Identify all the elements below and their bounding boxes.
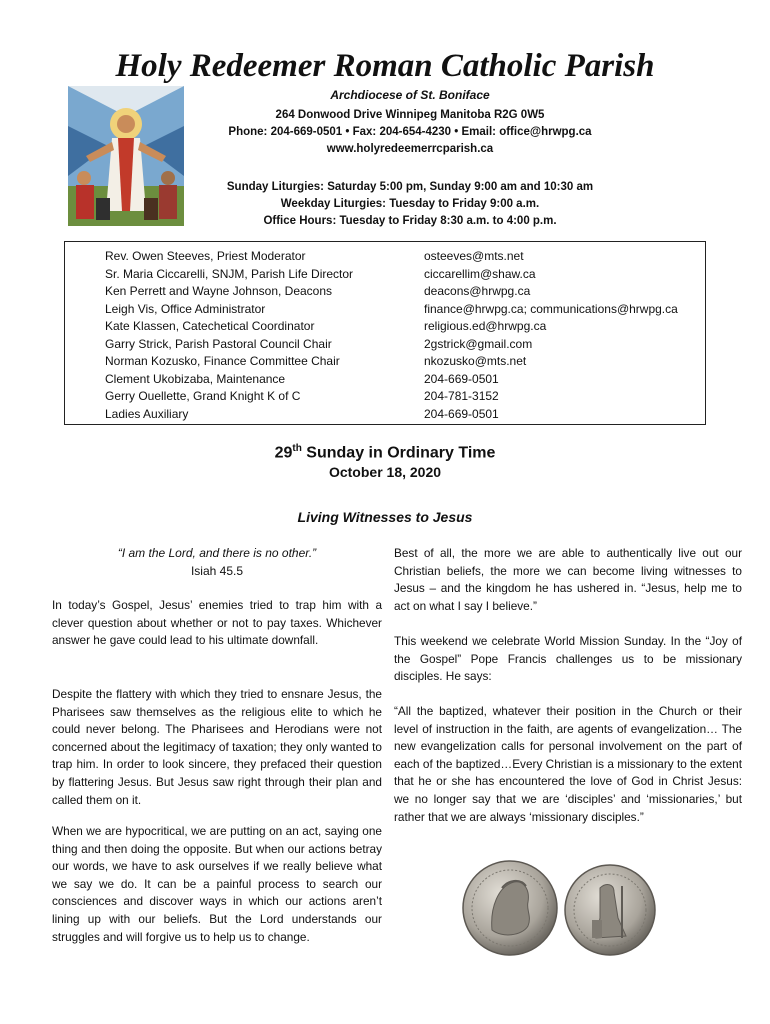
weekday-liturgies: Weekday Liturgies: Tuesday to Friday 9:00 a.m. (280, 198, 540, 210)
staff-role: Ladies Auxiliary (105, 406, 189, 421)
reflection-title: Living Witnesses to Jesus (297, 509, 473, 525)
bulletin-date: October 18, 2020 (328, 464, 442, 480)
staff-role: Norman Kozusko, Finance Committee Chair (105, 354, 340, 368)
staff-contact: 204-669-0501 (424, 406, 499, 421)
sunday-name: Sunday in Ordinary Time (301, 444, 496, 462)
staff-contact[interactable]: osteeves@mts.net (424, 249, 524, 263)
archdiocese: Archdiocese of St. Boniface (330, 88, 490, 102)
parish-title: Holy Redeemer Roman Catholic Parish (115, 48, 655, 84)
sunday-liturgies: Sunday Liturgies: Saturday 5:00 pm, Sunday 9:00 am and 10:30 am (226, 181, 594, 193)
left-paragraph: When we are hypocritical, we are putting on an act, saying one thing and then doing the opposite. But when our actions betray our words, we have to ask ourselves if we really believe what we say we do. It can be a painful process to search our consciences and discover ways in which our actions aren’t lining up with our beliefs. But the Lord understands our struggles and will forgive us to help us to change. (52, 824, 382, 944)
staff-contact[interactable]: deacons@hrwpg.ca (424, 284, 531, 298)
sunday-suffix: th (292, 443, 302, 454)
staff-role: Kate Klassen, Catechetical Coordinator (105, 319, 315, 333)
staff-contact[interactable]: finance@hrwpg.ca; communications@hrwpg.ca (424, 301, 678, 316)
right-paragraph: This weekend we celebrate World Mission Sunday. In the “Joy of the Gospel” Pope Francis challenges us to be missionary disciples. He says: (394, 634, 742, 684)
right-paragraph: “All the baptized, whatever their position in the Church or their level of instruction in the faith, are agents of evangelization… The new evangelization calls for personal involvement on the part of each of the baptized…Every Christian is a missionary to the extent that he or she has encountered the love of God in Christ Jesus: we no longer say that we are ‘disciples’ and ‘missionaries,’ but rather that we are always ‘missionary disciples.” (394, 704, 742, 824)
staff-contact: 204-669-0501 (424, 371, 499, 386)
staff-role: Garry Strick, Parish Pastoral Council Chair (105, 336, 332, 351)
staff-contact[interactable]: 2gstrick@gmail.com (424, 336, 533, 351)
right-paragraph: Best of all, the more we are able to authentically live out our Christian beliefs, the more we can become living witnesses to Jesus – and the kingdom he has ushered in. “Jesus, help me to act on what I say I believe.” (394, 546, 742, 613)
scripture-reference: Isiah 45.5 (190, 564, 244, 578)
staff-directory (64, 241, 706, 425)
parish-contact: Phone: 204-669-0501 • Fax: 204-654-4230 • Email: office@hrwpg.ca (228, 126, 592, 138)
scripture-quote: “I am the Lord, and there is no other.” (117, 546, 317, 560)
staff-role: Gerry Ouellette, Grand Knight K of C (105, 389, 301, 403)
staff-role: Clement Ukobizaba, Maintenance (105, 371, 286, 386)
staff-role: Ken Perrett and Wayne Johnson, Deacons (105, 284, 333, 298)
staff-contact[interactable]: religious.ed@hrwpg.ca (424, 319, 547, 333)
parish-address: 264 Donwood Drive Winnipeg Manitoba R2G 0W5 (275, 109, 545, 121)
sunday-number: 29 (274, 444, 293, 462)
staff-contact: 204-781-3152 (424, 389, 499, 403)
left-paragraph: In today’s Gospel, Jesus’ enemies tried to trap him with a clever question about whether or not to pay taxes. Whichever answer he gave could lead to his ultimate downfall. (52, 598, 382, 648)
staff-role: Sr. Maria Ciccarelli, SNJM, Parish Life Director (105, 266, 354, 281)
staff-role: Rev. Owen Steeves, Priest Moderator (105, 249, 306, 263)
parish-website[interactable]: www.holyredeemerrcparish.ca (326, 143, 494, 155)
staff-contact[interactable]: nkozusko@mts.net (424, 354, 527, 368)
office-hours: Office Hours: Tuesday to Friday 8:30 a.m. to 4:00 p.m. (263, 215, 557, 227)
staff-contact[interactable]: ciccarellim@shaw.ca (424, 266, 536, 281)
roman-coins-image (462, 858, 660, 958)
staff-role: Leigh Vis, Office Administrator (105, 301, 266, 316)
left-paragraph: Despite the flattery with which they tried to ensnare Jesus, the Pharisees saw themselves as the religious elite to which he could never belong. The Pharisees and Herodians were not concerned about the legitimacy of taxation; they only wanted to trap him. In order to look sincere, they prefaced their question by flattering Jesus. But Jesus saw right through their plan and called them on it. (52, 687, 382, 807)
sunday-heading (0, 439, 770, 463)
